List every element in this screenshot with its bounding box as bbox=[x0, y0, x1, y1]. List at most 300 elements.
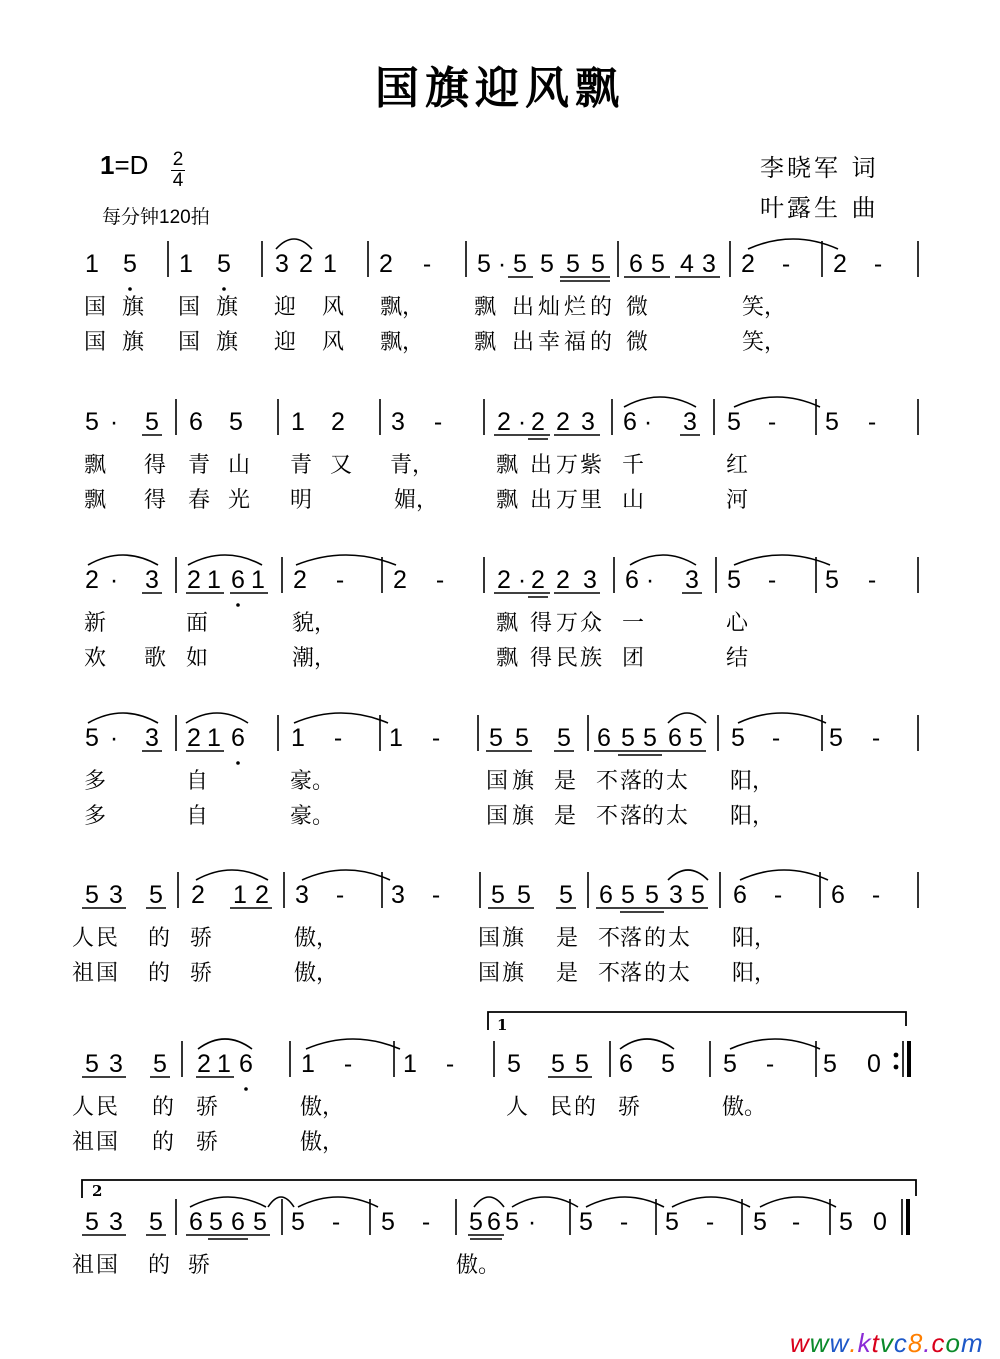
note: 2 bbox=[531, 408, 545, 436]
note: 5 bbox=[591, 250, 605, 278]
lyric-syllable: 人 bbox=[72, 1095, 95, 1120]
slur-arc bbox=[268, 1197, 294, 1207]
lyric-syllable: 阳， bbox=[730, 804, 775, 829]
slur-arc bbox=[630, 555, 696, 565]
slur-arc bbox=[298, 1197, 378, 1207]
note: - bbox=[705, 1208, 715, 1236]
note: 2 bbox=[379, 250, 393, 278]
note: · bbox=[109, 724, 119, 752]
lyric-syllable: 旗 bbox=[512, 804, 535, 829]
note: 5 bbox=[731, 724, 745, 752]
slur-arc bbox=[198, 1039, 252, 1049]
note: 5 bbox=[753, 1208, 767, 1236]
lyric-syllable: 骄 bbox=[196, 1130, 219, 1155]
watermark-letter: k bbox=[857, 1328, 872, 1358]
lyric-syllable: 潮， bbox=[292, 646, 337, 671]
slur-arc bbox=[734, 397, 820, 407]
slur-arc bbox=[294, 713, 388, 723]
note: 0 bbox=[867, 1050, 881, 1078]
note: 6 bbox=[597, 724, 611, 752]
slur-arc bbox=[302, 870, 390, 880]
lyric-syllable: 不 bbox=[596, 804, 619, 829]
lyric-syllable: 微 bbox=[626, 330, 649, 355]
song-title: 国旗迎风飘 bbox=[375, 63, 625, 114]
lyric-syllable: 山 bbox=[228, 453, 251, 478]
slur-arc bbox=[88, 713, 158, 723]
note: 3 bbox=[581, 408, 595, 436]
note: 1 bbox=[291, 724, 305, 752]
watermark-letter: t bbox=[871, 1328, 880, 1358]
note: - bbox=[781, 250, 791, 278]
volta-number-first: 1 bbox=[497, 1016, 508, 1034]
watermark-letter: v bbox=[879, 1328, 894, 1358]
lyric-syllable: 豪。 bbox=[290, 804, 335, 829]
lyric-syllable: 万 bbox=[556, 611, 579, 636]
note: 5 bbox=[145, 408, 159, 436]
lyric-syllable: 的 bbox=[152, 1130, 175, 1155]
note: - bbox=[773, 881, 783, 909]
note: - bbox=[433, 408, 443, 436]
volta-number-second: 2 bbox=[92, 1182, 103, 1200]
watermark-letter: c bbox=[893, 1328, 908, 1358]
lyric-syllable: 国 bbox=[96, 961, 119, 986]
note: - bbox=[333, 724, 343, 752]
note: 2 bbox=[85, 566, 99, 594]
lyric-syllable: 笑， bbox=[742, 330, 787, 355]
lyric-syllable: 太 bbox=[666, 804, 689, 829]
note: 1 bbox=[301, 1050, 315, 1078]
note: 6 bbox=[231, 724, 245, 752]
lyric-syllable: 飘， bbox=[380, 330, 425, 355]
lyric-syllable: 民 bbox=[96, 926, 119, 951]
note: 2 bbox=[833, 250, 847, 278]
note: 5 bbox=[513, 250, 527, 278]
lyric-syllable: 骄 bbox=[618, 1095, 641, 1120]
note: 3 bbox=[391, 408, 405, 436]
note: 2 bbox=[293, 566, 307, 594]
lyric-syllable: 骄 bbox=[196, 1095, 219, 1120]
slur-arc bbox=[730, 1039, 820, 1049]
lyric-syllable: 民 bbox=[550, 1095, 573, 1120]
note: - bbox=[871, 881, 881, 909]
lyric-syllable: 族 bbox=[580, 646, 603, 671]
lyric-syllable: 飘 bbox=[496, 488, 519, 513]
note: 3 bbox=[295, 881, 309, 909]
note: 5 bbox=[825, 566, 839, 594]
slur-arc bbox=[740, 870, 828, 880]
note: 5 bbox=[469, 1208, 483, 1236]
lyric-syllable: 豪。 bbox=[290, 769, 335, 794]
note: 6 bbox=[599, 881, 613, 909]
lyric-syllable: 祖 bbox=[72, 1253, 95, 1278]
lyric-syllable: 自 bbox=[186, 804, 209, 829]
note: 5 bbox=[491, 881, 505, 909]
note: 2 bbox=[187, 566, 201, 594]
lyric-syllable: 太 bbox=[668, 961, 691, 986]
lyric-syllable: 得 bbox=[144, 453, 167, 478]
watermark-letter: o bbox=[945, 1328, 961, 1358]
lyric-syllable: 的 bbox=[644, 926, 667, 951]
lyric-syllable: 落 bbox=[620, 926, 643, 951]
note: - bbox=[867, 408, 877, 436]
lyric-syllable: 国 bbox=[486, 769, 509, 794]
octave-dot bbox=[128, 287, 132, 291]
watermark-letter: . bbox=[849, 1328, 858, 1358]
note: 5 bbox=[651, 250, 665, 278]
note: 5 bbox=[559, 881, 573, 909]
lyric-syllable: 傲， bbox=[300, 1095, 345, 1120]
note: 1 bbox=[403, 1050, 417, 1078]
time-signature-top: 2 bbox=[172, 149, 184, 170]
volta-bracket-second bbox=[82, 1180, 916, 1198]
note: 1 bbox=[207, 566, 221, 594]
lyric-syllable: 自 bbox=[186, 769, 209, 794]
note: 5 bbox=[217, 250, 231, 278]
note: 5 bbox=[566, 250, 580, 278]
slur-arc bbox=[276, 239, 312, 249]
lyric-syllable: 飘 bbox=[496, 611, 519, 636]
note: 5 bbox=[489, 724, 503, 752]
lyric-syllable: 不 bbox=[598, 961, 621, 986]
note: 3 bbox=[391, 881, 405, 909]
note: 6 bbox=[668, 724, 682, 752]
lyric-syllable: 傲。 bbox=[456, 1253, 501, 1278]
lyric-syllable: 万 bbox=[556, 453, 579, 478]
note: 2 bbox=[497, 408, 511, 436]
note: 2 bbox=[191, 881, 205, 909]
site-watermark bbox=[790, 1328, 984, 1359]
note: 2 bbox=[393, 566, 407, 594]
note: 2 bbox=[556, 566, 570, 594]
note: 5 bbox=[551, 1050, 565, 1078]
note: 5 bbox=[540, 250, 554, 278]
lyric-syllable: 多 bbox=[84, 769, 107, 794]
note: 3 bbox=[702, 250, 716, 278]
slur-arc bbox=[512, 1197, 578, 1207]
note: 5 bbox=[291, 1208, 305, 1236]
note: 5 bbox=[507, 1050, 521, 1078]
slur-arc bbox=[306, 1039, 400, 1049]
lyric-syllable: 歌 bbox=[144, 646, 167, 671]
lyric-syllable: 一 bbox=[622, 611, 645, 636]
lyric-syllable: 的 bbox=[148, 926, 171, 951]
note: 6 bbox=[831, 881, 845, 909]
lyric-syllable: 又 bbox=[330, 453, 353, 478]
note: 3 bbox=[669, 881, 683, 909]
lyric-syllable: 青 bbox=[290, 453, 313, 478]
note: 2 bbox=[187, 724, 201, 752]
note: 5 bbox=[253, 1208, 267, 1236]
lyric-syllable: 河 bbox=[726, 488, 749, 513]
lyric-syllable: 的 bbox=[642, 804, 665, 829]
lyric-syllable: 国 bbox=[84, 295, 107, 320]
note: - bbox=[331, 1208, 341, 1236]
lyric-syllable: 光 bbox=[228, 488, 251, 513]
lyric-syllable: 飘 bbox=[496, 453, 519, 478]
lyric-syllable: 旗 bbox=[502, 926, 525, 951]
lyric-syllable: 阳， bbox=[732, 961, 777, 986]
lyric-syllable: 结 bbox=[726, 646, 749, 671]
watermark-letter: c bbox=[931, 1328, 946, 1358]
lyric-syllable: 的 bbox=[590, 295, 613, 320]
note: 6 bbox=[625, 566, 639, 594]
lyric-syllable: 阳， bbox=[730, 769, 775, 794]
note: · bbox=[109, 408, 119, 436]
note: - bbox=[767, 408, 777, 436]
note: 5 bbox=[825, 408, 839, 436]
note: · bbox=[643, 408, 653, 436]
lyric-syllable: 民 bbox=[96, 1095, 119, 1120]
note: 6 bbox=[733, 881, 747, 909]
lyric-syllable: 山 bbox=[622, 488, 645, 513]
slur-arc bbox=[586, 1197, 664, 1207]
lyric-syllable: 国 bbox=[478, 926, 501, 951]
lyric-syllable: 旗 bbox=[216, 330, 239, 355]
slur-arc bbox=[186, 713, 248, 723]
note: 5 bbox=[645, 881, 659, 909]
lyric-syllable: 的 bbox=[148, 961, 171, 986]
note: 3 bbox=[275, 250, 289, 278]
lyric-syllable: 的 bbox=[642, 769, 665, 794]
note: 2 bbox=[255, 881, 269, 909]
octave-dot bbox=[236, 603, 240, 607]
slur-arc bbox=[196, 870, 268, 880]
note: 1 bbox=[323, 250, 337, 278]
note: 1 bbox=[389, 724, 403, 752]
note: 5 bbox=[579, 1208, 593, 1236]
watermark-letter: . bbox=[923, 1328, 932, 1358]
lyric-syllable: 飘， bbox=[380, 295, 425, 320]
lyric-syllable: 出 bbox=[530, 488, 553, 513]
lyric-syllable: 国 bbox=[178, 330, 201, 355]
note: 6 bbox=[231, 566, 245, 594]
lyric-syllable: 飘 bbox=[474, 330, 497, 355]
note: 5 bbox=[829, 724, 843, 752]
lyric-syllable: 傲， bbox=[294, 961, 339, 986]
note: · bbox=[517, 408, 527, 436]
lyric-syllable: 的 bbox=[644, 961, 667, 986]
lyric-syllable: 旗 bbox=[512, 769, 535, 794]
lyric-syllable: 迎 bbox=[274, 295, 297, 320]
lyric-syllable: 祖 bbox=[72, 961, 95, 986]
lyric-syllable: 骄 bbox=[190, 926, 213, 951]
lyric-syllable: 旗 bbox=[216, 295, 239, 320]
lyric-syllable: 微 bbox=[626, 295, 649, 320]
lyric-syllable: 飘 bbox=[84, 488, 107, 513]
note: 1 bbox=[207, 724, 221, 752]
slur-arc bbox=[672, 1197, 750, 1207]
lyric-syllable: 千 bbox=[622, 453, 645, 478]
note: 5 bbox=[689, 724, 703, 752]
octave-dot bbox=[244, 1087, 248, 1091]
lyric-syllable: 烂 bbox=[564, 295, 587, 320]
lyricist-credit: 李晓军 词 bbox=[760, 154, 879, 182]
lyric-syllable: 骄 bbox=[188, 1253, 211, 1278]
slur-arc bbox=[738, 713, 826, 723]
lyric-syllable: 欢 bbox=[84, 646, 107, 671]
lyric-syllable: 国 bbox=[96, 1253, 119, 1278]
lyric-syllable: 春 bbox=[188, 488, 211, 513]
lyric-syllable: 旗 bbox=[122, 330, 145, 355]
note: - bbox=[791, 1208, 801, 1236]
note: 5 bbox=[123, 250, 137, 278]
note: 5 bbox=[621, 881, 635, 909]
note: 2 bbox=[556, 408, 570, 436]
note: 5 bbox=[575, 1050, 589, 1078]
note: 3 bbox=[145, 724, 159, 752]
watermark-letter: m bbox=[960, 1328, 984, 1358]
lyric-syllable: 是 bbox=[556, 961, 579, 986]
repeat-dot bbox=[894, 1053, 899, 1058]
watermark-letter: w bbox=[829, 1328, 850, 1358]
note: - bbox=[771, 724, 781, 752]
slur-arc bbox=[88, 555, 158, 565]
note: 5 bbox=[85, 1208, 99, 1236]
note: 2 bbox=[299, 250, 313, 278]
tempo-marking: 每分钟120拍 bbox=[102, 207, 210, 228]
lyric-syllable: 飘 bbox=[84, 453, 107, 478]
note: 5 bbox=[149, 881, 163, 909]
key-letter: =D bbox=[114, 150, 149, 180]
note: · bbox=[527, 1208, 537, 1236]
lyric-syllable: 的 bbox=[574, 1095, 597, 1120]
note: 5 bbox=[839, 1208, 853, 1236]
note: - bbox=[619, 1208, 629, 1236]
lyric-syllable: 人 bbox=[506, 1095, 529, 1120]
time-signature-bottom: 4 bbox=[172, 170, 184, 191]
note: - bbox=[435, 566, 445, 594]
note: 2 bbox=[497, 566, 511, 594]
note: 5 bbox=[727, 566, 741, 594]
lyric-syllable: 傲， bbox=[300, 1130, 345, 1155]
lyric-syllable: 风 bbox=[322, 330, 345, 355]
note: 6 bbox=[623, 408, 637, 436]
note: 1 bbox=[85, 250, 99, 278]
lyric-syllable: 飘 bbox=[474, 295, 497, 320]
lyric-syllable: 里 bbox=[580, 488, 603, 513]
note: 0 bbox=[873, 1208, 887, 1236]
note: 1 bbox=[251, 566, 265, 594]
slur-arc bbox=[760, 1197, 836, 1207]
watermark-letter: w bbox=[809, 1328, 830, 1358]
note: 5 bbox=[515, 724, 529, 752]
note: 5 bbox=[209, 1208, 223, 1236]
lyric-syllable: 笑， bbox=[742, 295, 787, 320]
note: 5 bbox=[149, 1208, 163, 1236]
note: 5 bbox=[643, 724, 657, 752]
note: 5 bbox=[229, 408, 243, 436]
note: 6 bbox=[487, 1208, 501, 1236]
lyric-syllable: 不 bbox=[598, 926, 621, 951]
lyric-syllable: 落 bbox=[620, 769, 643, 794]
lyric-syllable: 民 bbox=[556, 646, 579, 671]
lyric-syllable: 团 bbox=[622, 646, 645, 671]
octave-dot bbox=[236, 761, 240, 765]
note: 5 bbox=[661, 1050, 675, 1078]
note: - bbox=[445, 1050, 455, 1078]
note: - bbox=[421, 1208, 431, 1236]
note: · bbox=[109, 566, 119, 594]
lyric-syllable: 落 bbox=[620, 961, 643, 986]
lyric-syllable: 的 bbox=[148, 1253, 171, 1278]
lyric-syllable: 新 bbox=[84, 611, 107, 636]
lyric-syllable: 幸 bbox=[538, 330, 561, 355]
lyric-syllable: 祖 bbox=[72, 1130, 95, 1155]
note: 5 bbox=[505, 1208, 519, 1236]
note: · bbox=[497, 250, 507, 278]
slur-arc bbox=[296, 555, 396, 565]
slur-arc bbox=[190, 1197, 266, 1207]
note: 5 bbox=[557, 724, 571, 752]
repeat-dot bbox=[894, 1065, 899, 1070]
note: 5 bbox=[823, 1050, 837, 1078]
note: - bbox=[343, 1050, 353, 1078]
lyric-syllable: 阳， bbox=[732, 926, 777, 951]
lyric-syllable: 灿 bbox=[538, 295, 561, 320]
note: 6 bbox=[239, 1050, 253, 1078]
note: 5 bbox=[85, 408, 99, 436]
lyric-syllable: 福 bbox=[564, 330, 587, 355]
note: 3 bbox=[109, 1208, 123, 1236]
lyric-syllable: 国 bbox=[486, 804, 509, 829]
lyric-syllable: 如 bbox=[186, 646, 209, 671]
note: 5 bbox=[621, 724, 635, 752]
note: - bbox=[422, 250, 432, 278]
lyric-syllable: 的 bbox=[152, 1095, 175, 1120]
lyric-syllable: 傲。 bbox=[722, 1095, 767, 1120]
lyric-syllable: 是 bbox=[554, 804, 577, 829]
note: 6 bbox=[189, 1208, 203, 1236]
lyric-syllable: 迎 bbox=[274, 330, 297, 355]
note: 6 bbox=[231, 1208, 245, 1236]
lyric-syllable: 得 bbox=[530, 646, 553, 671]
note: 2 bbox=[197, 1050, 211, 1078]
lyric-syllable: 心 bbox=[726, 611, 749, 636]
lyric-syllable: 风 bbox=[322, 295, 345, 320]
slur-arc bbox=[624, 397, 696, 407]
note: · bbox=[517, 566, 527, 594]
lyric-syllable: 出 bbox=[512, 330, 535, 355]
lyric-syllable: 国 bbox=[178, 295, 201, 320]
lyric-syllable: 得 bbox=[144, 488, 167, 513]
lyric-syllable: 人 bbox=[72, 926, 95, 951]
note: 2 bbox=[741, 250, 755, 278]
watermark-letter: 8 bbox=[907, 1328, 924, 1358]
octave-dot bbox=[222, 287, 226, 291]
lyric-syllable: 落 bbox=[620, 804, 643, 829]
watermark-letter: w bbox=[790, 1328, 810, 1358]
lyric-syllable: 得 bbox=[530, 611, 553, 636]
note: 5 bbox=[727, 408, 741, 436]
slur-arc bbox=[748, 239, 838, 249]
note: - bbox=[767, 566, 777, 594]
lyric-syllable: 面 bbox=[186, 611, 209, 636]
lyric-syllable: 的 bbox=[590, 330, 613, 355]
note: - bbox=[867, 566, 877, 594]
lyric-syllable: 多 bbox=[84, 804, 107, 829]
note: 5 bbox=[381, 1208, 395, 1236]
volta-bracket-first bbox=[488, 1012, 906, 1030]
note: - bbox=[871, 724, 881, 752]
note: 5 bbox=[723, 1050, 737, 1078]
lyric-syllable: 红 bbox=[726, 453, 749, 478]
note: 6 bbox=[629, 250, 643, 278]
note: - bbox=[765, 1050, 775, 1078]
slur-arc bbox=[620, 1039, 674, 1049]
note: 6 bbox=[189, 408, 203, 436]
note: 1 bbox=[179, 250, 193, 278]
note: 5 bbox=[517, 881, 531, 909]
